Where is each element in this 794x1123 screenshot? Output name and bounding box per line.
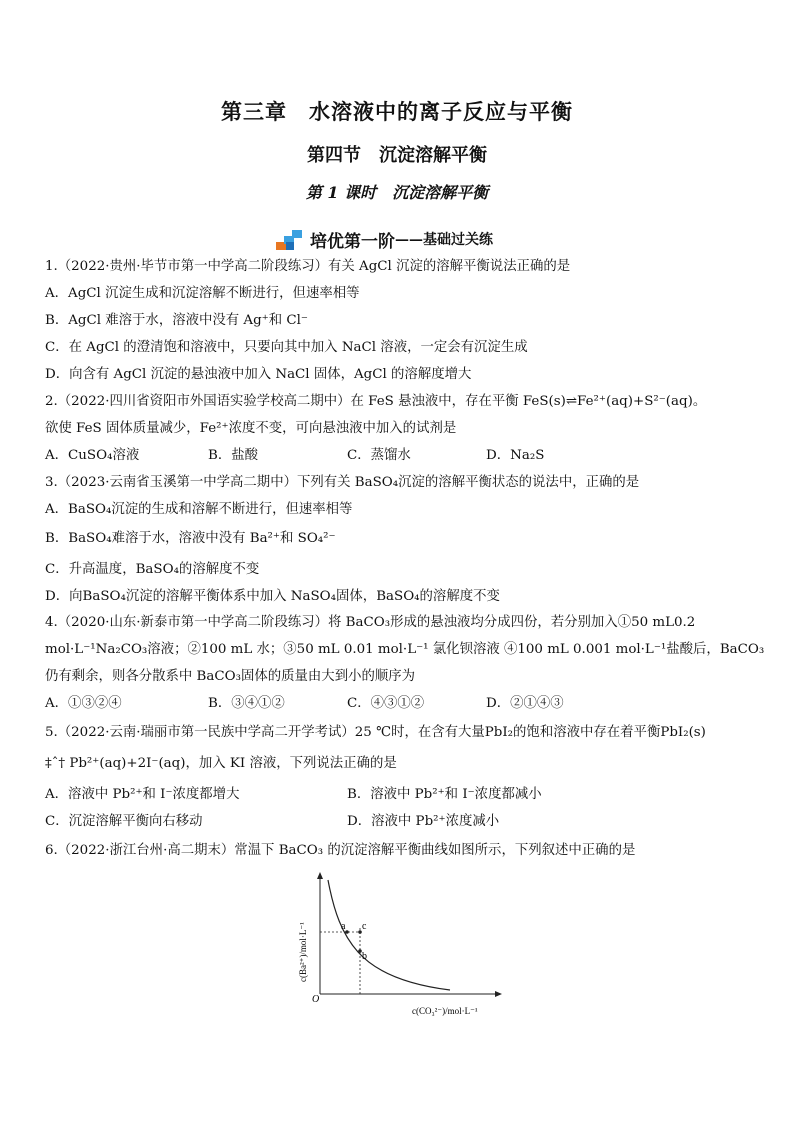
q2-option-b: B．盐酸 [208,448,259,463]
q1-option-d: D．向含有 AgCl 沉淀的悬浊液中加入 NaCl 固体，AgCl 的溶解度增大 [45,367,472,382]
point-a-label: a [341,921,346,932]
q1-option-a: A．AgCl 沉淀生成和沉淀溶解不断进行，但速率相等 [45,286,360,301]
q5-option-a: A．溶液中 Pb²⁺和 I⁻浓度都增大 [45,787,240,802]
q2-stem-line2: 欲使 FeS 固体质量减少，Fe²⁺浓度不变，可向悬浊液中加入的试剂是 [45,421,457,436]
q3-option-d: D．向BaSO₄沉淀的溶解平衡体系中加入 NaSO₄固体，BaSO₄的溶解度不变 [45,589,500,604]
q5-option-c: C．沉淀溶解平衡向右移动 [45,814,203,829]
point-c-label: c [362,921,367,932]
q2-option-a: A．CuSO₄溶液 [45,448,140,463]
q3-option-b: B．BaSO₄难溶于水，溶液中没有 Ba²⁺和 SO₄²⁻ [45,531,336,546]
x-axis-label: c(CO₃²⁻)/mol·L⁻¹ [412,1006,478,1016]
q3-stem: 3.（2023·云南省玉溪第一中学高二期中）下列有关 BaSO₄沉淀的溶解平衡状态的说法中，正确的是 [45,475,640,490]
origin-label: O [312,994,320,1005]
q5-option-d: D．溶液中 Pb²⁺浓度减小 [347,814,500,829]
q4-option-d: D．②①④③ [486,696,564,711]
point-b-label: b [362,951,367,962]
x-axis-arrow [495,991,502,997]
q4-stem-line3: 仍有剩余，则各分散系中 BaCO₃固体的质量由大到小的顺序为 [45,669,416,684]
q6-stem: 6.（2022·浙江台州·高二期末）常温下 BaCO₃ 的沉淀溶解平衡曲线如图所示，下列叙述中正确的是 [45,843,636,858]
lesson-title: 第 1 课时 沉淀溶解平衡 [305,183,489,202]
y-axis-arrow [317,872,323,879]
level-banner [276,226,493,252]
q1-option-c: C．在 AgCl 的澄清饱和溶液中，只要向其中加入 NaCl 溶液，一定会有沉淀生成 [45,340,528,355]
q3-option-c: C．升高温度，BaSO₄的溶解度不变 [45,562,260,577]
q2-stem-line1: 2.（2022·四川省资阳市外国语实验学校高二期中）在 FeS 悬浊液中，存在平衡 FeS(s)⇌Fe²⁺(aq)+S²⁻(aq)。 [45,394,707,409]
q3-option-a: A．BaSO₄沉淀的生成和溶解不断进行，但速率相等 [45,502,353,517]
solubility-curve [328,880,450,990]
q2-option-d: D．Na₂S [486,448,545,463]
chapter-title: 第三章 水溶液中的离子反应与平衡 [221,99,573,124]
y-axis-label: c(Ba²⁺)/mol·L⁻¹ [298,922,308,982]
q5-stem-line1: 5.（2022·云南·瑞丽市第一民族中学高二开学考试）25 ℃时，在含有大量PbI₂的饱和溶液中存在着平衡PbI₂(s) [45,725,706,740]
q4-option-b: B．③④①② [208,696,285,711]
q4-option-a: A．①③②④ [45,696,122,711]
q4-option-c: C．④③①② [347,696,425,711]
q5-option-b: B．溶液中 Pb²⁺和 I⁻浓度都减小 [347,787,542,802]
solubility-curve-figure [290,872,510,1020]
q4-stem-line1: 4.（2020·山东·新泰市第一中学高二阶段练习）将 BaCO₃形成的悬浊液均分成四份，若分别加入①50 mL0.2 [45,615,696,630]
section-title: 第四节 沉淀溶解平衡 [307,145,487,166]
banner-title: 培优第一阶 [310,231,395,252]
q2-option-c: C．蒸馏水 [347,448,411,463]
stairs-icon [276,228,304,250]
q5-stem-line2: ‡ˆ† Pb²⁺(aq)+2I⁻(aq)，加入 KI 溶液，下列说法正确的是 [45,756,397,771]
q1-option-b: B．AgCl 难溶于水，溶液中没有 Ag⁺和 Cl⁻ [45,313,308,328]
point-a-marker [345,930,349,934]
q4-stem-line2: mol·L⁻¹Na₂CO₃溶液；②100 mL 水；③50 mL 0.01 mol·L⁻¹ 氯化钡溶液 ④100 mL 0.001 mol·L⁻¹盐酸后，BaCO₃ [45,642,765,657]
banner-subtitle: ——基础过关练 [395,232,493,248]
q1-stem: 1.（2022·贵州·毕节市第一中学高二阶段练习）有关 AgCl 沉淀的溶解平衡说法正确的是 [45,259,571,274]
